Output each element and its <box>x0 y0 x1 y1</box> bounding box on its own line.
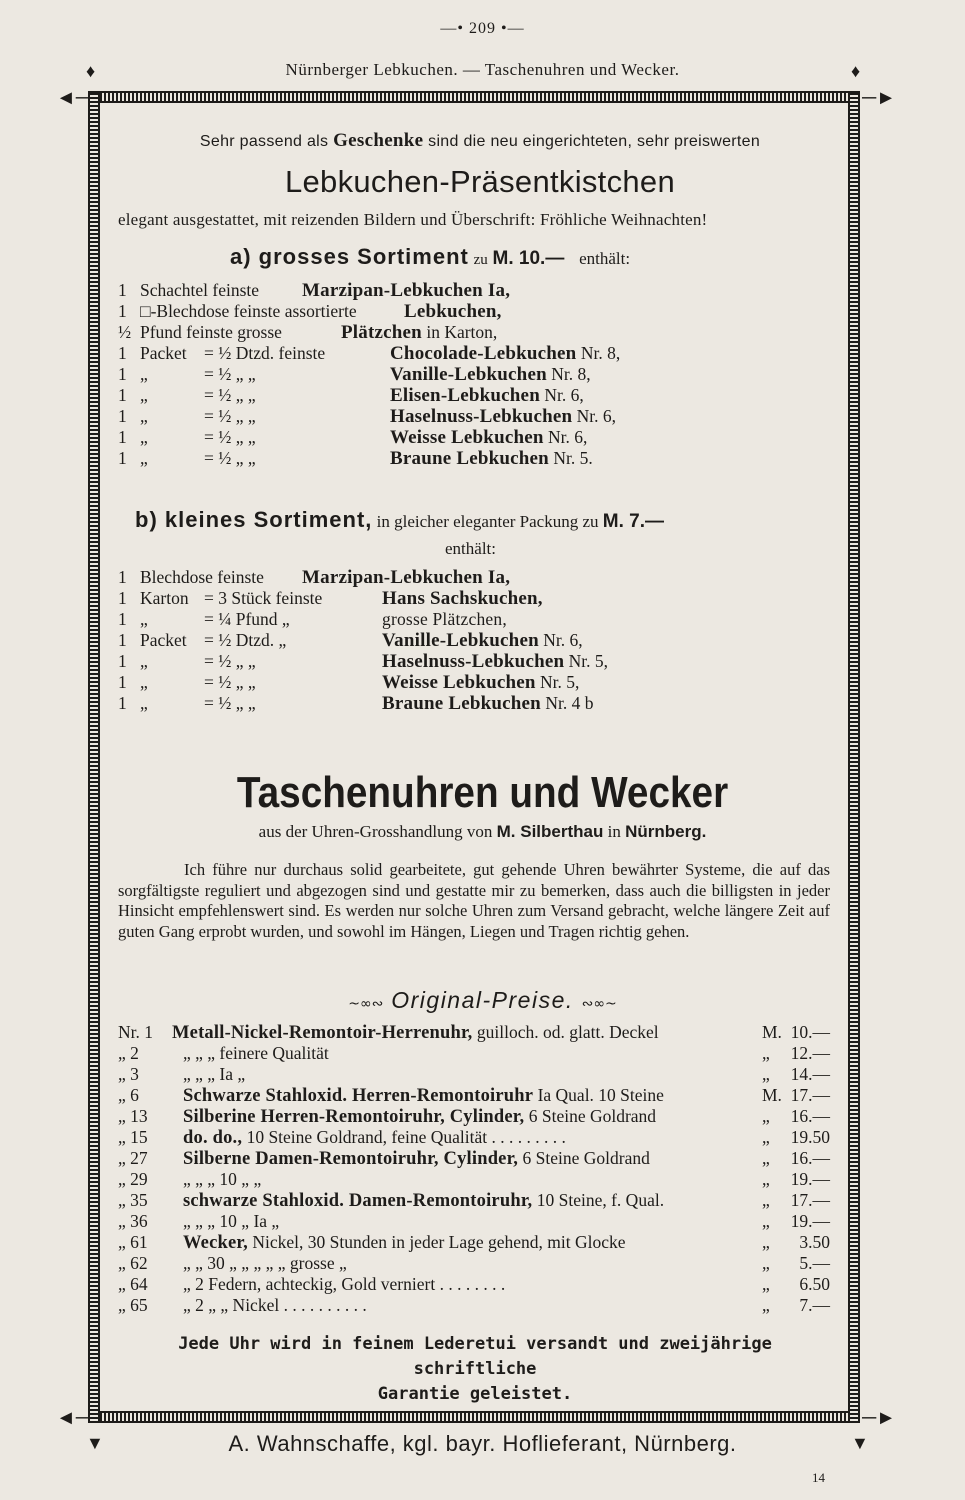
item-name-text: Braune Lebkuchen <box>382 693 541 714</box>
item-measure: = ½ Dtzd. „ <box>204 630 287 650</box>
item-name <box>390 448 593 470</box>
sortiment-a-item <box>118 301 818 322</box>
item-measure: = ½ „ „ <box>204 427 256 447</box>
sortiment-b-item <box>118 588 818 609</box>
item-name <box>390 343 620 365</box>
item-quantity: 1 <box>118 364 127 384</box>
article-details: „ „ „ feinere Qualität <box>183 1043 329 1063</box>
article-price: 16.— <box>790 1148 830 1168</box>
item-quantity: 1 <box>118 672 127 692</box>
item-name <box>302 280 510 302</box>
article-details: „ 2 „ „ Nickel . . . . . . . . . . <box>183 1295 367 1315</box>
item-unit: Packet <box>140 343 187 363</box>
article-name: Silberine Herren-Remontoiruhr, Cylinder, <box>183 1107 525 1127</box>
price-row <box>118 1064 830 1085</box>
item-name-text: Haselnuss-Lebkuchen <box>390 406 573 427</box>
sortiment-a-item <box>118 406 818 427</box>
flourish-left-ornament: ~∞∾ <box>348 996 384 1012</box>
article-number: „ 65 <box>118 1295 148 1315</box>
article-details: „ „ „ Ia „ <box>183 1064 246 1084</box>
item-name-text: Marzipan-Lebkuchen Ia, <box>302 280 511 301</box>
article-number: „ 61 <box>118 1232 148 1252</box>
arrow-right-ornament-bottom: ─► <box>862 1407 896 1429</box>
price-row <box>118 1253 830 1274</box>
article-description <box>183 1148 650 1170</box>
price-row <box>118 1043 830 1064</box>
sortiment-a-item <box>118 385 818 406</box>
item-measure: = ½ „ „ <box>204 406 256 426</box>
item-number: Nr. 6, <box>543 427 588 447</box>
currency-mark: „ <box>762 1106 770 1126</box>
frame-top-border <box>88 91 860 103</box>
article-number: „ 27 <box>118 1148 148 1168</box>
sortiment-b-item <box>118 672 818 693</box>
pin-ornament-top-right: ♦ <box>851 61 861 81</box>
item-quantity: 1 <box>118 651 127 671</box>
item-name <box>390 406 616 428</box>
item-number: in Karton, <box>421 322 498 342</box>
item-quantity: 1 <box>118 693 127 713</box>
item-quantity: 1 <box>118 280 127 300</box>
item-name-text: Weisse Lebkuchen <box>382 672 536 693</box>
offer-intro: Sehr passend als Geschenke sind die neu eingerichteten, sehr preiswerten <box>199 130 761 151</box>
article-description <box>183 1232 626 1254</box>
article-name: Wecker, <box>183 1233 248 1253</box>
article-price: 17.— <box>790 1085 830 1105</box>
offer-title: Lebkuchen-Präsentkistchen <box>284 164 676 199</box>
item-measure: = ½ „ „ <box>204 448 256 468</box>
article-price: 6.50 <box>799 1274 830 1294</box>
sortiment-a-item <box>118 364 818 385</box>
offer-description: elegant ausgestattet, mit reizenden Bildern und Überschrift: Fröhliche Weihnachten! <box>118 210 708 229</box>
sortiment-b-item <box>118 630 818 651</box>
article-description <box>183 1127 566 1149</box>
item-number: Nr. 5, <box>564 651 608 671</box>
article-number: „ 62 <box>118 1253 148 1273</box>
article-price: 19.— <box>790 1211 830 1231</box>
flourish-right-ornament: ∾∞~ <box>581 996 617 1012</box>
article-details: 6 Steine Goldrand <box>518 1148 650 1168</box>
currency-mark: „ <box>762 1190 770 1210</box>
article-price: 16.— <box>790 1106 830 1126</box>
item-name-text: Vanille-Lebkuchen <box>390 364 547 385</box>
price-row <box>118 1022 830 1043</box>
sortiment-a-item <box>118 280 818 301</box>
currency-mark: „ <box>762 1253 770 1273</box>
article-details: Ia Qual. 10 Steine <box>533 1085 664 1105</box>
article-details: 6 Steine Goldrand <box>524 1106 657 1126</box>
item-measure: = ½ „ „ <box>204 385 256 405</box>
item-measure: = ½ „ „ <box>204 693 256 713</box>
price-row <box>118 1211 830 1232</box>
price-row <box>118 1190 830 1211</box>
item-name <box>390 427 587 449</box>
currency-mark: „ <box>762 1274 770 1294</box>
arrow-left-ornament-bottom: ◄─ <box>56 1407 90 1429</box>
item-number: Nr. 8, <box>546 364 591 384</box>
article-number: „ 2 <box>118 1043 139 1063</box>
item-measure: = 3 Stück feinste <box>204 588 323 608</box>
article-price: 5.— <box>799 1253 830 1273</box>
article-price: 12.— <box>790 1043 830 1063</box>
article-description <box>183 1106 656 1128</box>
closing-note: Jede Uhr wird in feinem Lederetui versandt und zweijährige schriftliche Garantie geleistet. <box>178 1334 772 1404</box>
item-name <box>382 588 543 610</box>
pin-ornament-bottom-right: ▼ <box>851 1433 869 1453</box>
item-name-text: Hans Sachskuchen, <box>382 588 543 609</box>
item-unit: „ <box>140 448 148 468</box>
article-number: „ 3 <box>118 1064 139 1084</box>
item-unit: „ <box>140 427 148 447</box>
currency-mark: „ <box>762 1064 770 1084</box>
item-quantity: ½ <box>118 322 132 342</box>
article-description <box>183 1295 367 1317</box>
article-name: Schwarze Stahloxid. Herren-Remontoiruhr <box>183 1086 534 1106</box>
watches-subtitle: aus der Uhren-Grosshandlung von M. Silberthau in Nürnberg. <box>258 822 707 841</box>
article-number: „ 13 <box>118 1106 148 1126</box>
article-details: „ „ „ 10 „ „ <box>183 1169 262 1189</box>
article-name: Silberne Damen-Remontoiruhr, Cylinder, <box>183 1149 519 1169</box>
price-row <box>118 1127 830 1148</box>
price-row <box>118 1148 830 1169</box>
item-quantity: 1 <box>118 448 127 468</box>
page-number: —• 209 •— <box>440 20 525 37</box>
item-measure: = ½ „ „ <box>204 672 256 692</box>
frame-left-border <box>88 93 100 1423</box>
item-measure: = ½ „ „ <box>204 651 256 671</box>
article-number: Nr. 1 <box>118 1022 153 1042</box>
sortiment-b-heading: b) kleines Sortiment, in gleicher eleganter Packung zu M. 7.— <box>135 507 664 532</box>
item-name-text: Elisen-Lebkuchen <box>390 385 540 406</box>
item-name <box>302 567 510 589</box>
item-name <box>382 672 579 694</box>
currency-mark: M. <box>762 1085 782 1105</box>
item-name-text: Lebkuchen, <box>404 301 502 322</box>
article-price: 19.— <box>790 1169 830 1189</box>
article-price: 3.50 <box>799 1232 830 1252</box>
watches-paragraph: Ich führe nur durchaus solid gearbeitete, gut gehende Uhren bewährter Systeme, die auf das sorgfältigste reguliert und abgezogen sind und gestatte mir zu bemerken, dass auch die billigsten in jeder Hinsicht empfehlenswert sind. Es werden nur solche Uhren zum Versand gebracht, welche längere Zeit auf guten Gang erprobt wurden, und sowohl im Hängen, Liegen und Tragen richtig gehen. <box>118 860 830 941</box>
article-details: „ „ „ 10 „ Ia „ <box>183 1211 280 1231</box>
article-description <box>183 1253 347 1275</box>
article-number: „ 6 <box>118 1085 139 1105</box>
article-number: „ 35 <box>118 1190 148 1210</box>
item-quantity: 1 <box>118 385 127 405</box>
item-measure: = ½ „ „ <box>204 364 256 384</box>
item-number: Nr. 5, <box>535 672 580 692</box>
item-number: Nr. 8, <box>576 343 621 363</box>
article-details: guilloch. od. glatt. Deckel <box>472 1022 659 1042</box>
pin-ornament-bottom-left: ▼ <box>86 1433 104 1453</box>
currency-mark: „ <box>762 1295 770 1315</box>
item-quantity: 1 <box>118 567 127 587</box>
item-unit: Packet <box>140 630 187 650</box>
article-description <box>183 1211 279 1233</box>
pin-ornament-top-left: ♦ <box>86 61 96 81</box>
currency-mark: „ <box>762 1211 770 1231</box>
frame-bottom-border <box>88 1411 860 1423</box>
item-quantity: 1 <box>118 406 127 426</box>
currency-mark: „ <box>762 1127 770 1147</box>
article-details: 10 Steine, f. Qual. <box>532 1190 665 1210</box>
item-name <box>404 301 502 323</box>
item-measure: = ¼ Pfund „ <box>204 609 290 629</box>
item-number: Nr. 6, <box>539 385 584 405</box>
item-number: Nr. 6, <box>572 406 616 426</box>
currency-mark: „ <box>762 1148 770 1168</box>
item-name-text: Marzipan-Lebkuchen Ia, <box>302 567 511 588</box>
original-prices-heading: ~∞∾ Original-Preise. ∾∞~ <box>348 987 617 1013</box>
item-quantity: 1 <box>118 588 127 608</box>
currency-mark: M. <box>762 1022 782 1042</box>
item-name <box>341 322 497 344</box>
article-details: „ „ 30 „ „ „ „ „ grosse „ <box>183 1253 347 1273</box>
item-name-text: Chocolade-Lebkuchen <box>390 343 577 364</box>
article-number: „ 36 <box>118 1211 148 1231</box>
item-unit: □-Blechdose feinste assortierte <box>140 301 357 321</box>
item-name <box>390 385 584 407</box>
frame-right-border <box>848 93 860 1423</box>
price-row <box>118 1232 830 1253</box>
item-unit: Blechdose feinste <box>140 567 264 587</box>
price-row <box>118 1085 830 1106</box>
sortiment-b-item <box>118 693 818 714</box>
article-details: Nickel, 30 Stunden in jeder Lage gehend, mit Glocke <box>247 1232 626 1252</box>
article-price: 19.50 <box>790 1127 830 1147</box>
sortiment-b-item <box>118 567 818 588</box>
article-description <box>172 1022 659 1044</box>
article-description <box>183 1274 505 1296</box>
running-title: Nürnberger Lebkuchen. — Taschenuhren und Wecker. <box>285 60 680 79</box>
price-row <box>118 1169 830 1190</box>
item-name <box>382 693 593 715</box>
item-name <box>382 609 507 630</box>
price-row <box>118 1106 830 1127</box>
article-number: „ 29 <box>118 1169 148 1189</box>
sortiment-a-heading: a) grosses Sortiment zu M. 10.— enthält: <box>230 244 631 269</box>
arrow-right-ornament-top: ─► <box>862 87 896 109</box>
item-quantity: 1 <box>118 301 127 321</box>
currency-mark: „ <box>762 1043 770 1063</box>
sortiment-a-item <box>118 427 818 448</box>
article-name: schwarze Stahloxid. Damen-Remontoiruhr, <box>183 1191 533 1211</box>
publisher-footer: A. Wahnschaffe, kgl. bayr. Hoflieferant, Nürnberg. <box>228 1431 737 1456</box>
price-row <box>118 1274 830 1295</box>
currency-mark: „ <box>762 1232 770 1252</box>
item-quantity: 1 <box>118 609 127 629</box>
article-description <box>183 1043 329 1065</box>
article-number: „ 64 <box>118 1274 148 1294</box>
item-number: Nr. 4 b <box>540 693 594 713</box>
article-price: 7.— <box>799 1295 830 1315</box>
article-description <box>183 1190 664 1212</box>
item-unit: „ <box>140 651 148 671</box>
item-name-text: Plätzchen <box>341 322 422 343</box>
item-name-text: Vanille-Lebkuchen <box>382 630 539 651</box>
price-row <box>118 1295 830 1316</box>
item-unit: Pfund feinste grosse <box>140 322 282 342</box>
article-details: 10 Steine Goldrand, feine Qualität . . . . . . . . . <box>242 1127 566 1147</box>
article-price: 14.— <box>790 1064 830 1084</box>
article-price: 10.— <box>790 1022 830 1042</box>
sortiment-a-item <box>118 322 818 343</box>
item-unit: „ <box>140 385 148 405</box>
article-description <box>183 1169 261 1191</box>
item-unit: „ <box>140 406 148 426</box>
item-name <box>382 630 583 652</box>
article-price: 17.— <box>790 1190 830 1210</box>
item-unit: Schachtel feinste <box>140 280 260 300</box>
sortiment-a-item <box>118 448 818 469</box>
item-unit: „ <box>140 609 148 629</box>
sheet-number: 14 <box>812 1470 825 1485</box>
item-name <box>382 651 608 673</box>
item-name-text: grosse Plätzchen, <box>382 609 507 629</box>
currency-mark: „ <box>762 1169 770 1189</box>
item-quantity: 1 <box>118 343 127 363</box>
sortiment-b-contains: enthält: <box>445 539 496 558</box>
item-unit: Karton <box>140 588 189 608</box>
item-unit: „ <box>140 693 148 713</box>
item-name-text: Weisse Lebkuchen <box>390 427 544 448</box>
article-name: do. do., <box>183 1128 243 1148</box>
item-quantity: 1 <box>118 630 127 650</box>
arrow-left-ornament-top: ◄─ <box>56 87 90 109</box>
item-number: Nr. 5. <box>548 448 593 468</box>
sortiment-b-item <box>118 609 818 630</box>
item-name <box>390 364 591 386</box>
item-measure: = ½ Dtzd. feinste <box>204 343 326 363</box>
article-details: „ 2 Federn, achteckig, Gold verniert . . . . . . . . <box>183 1274 506 1294</box>
sortiment-b-item <box>118 651 818 672</box>
item-unit: „ <box>140 364 148 384</box>
item-number: Nr. 6, <box>538 630 583 650</box>
article-name: Metall-Nickel-Remontoir-Herrenuhr, <box>172 1023 473 1043</box>
sortiment-a-item <box>118 343 818 364</box>
watches-title: Taschenuhren und Wecker <box>236 768 729 817</box>
article-description <box>183 1064 245 1086</box>
item-unit: „ <box>140 672 148 692</box>
article-description <box>183 1085 664 1107</box>
item-quantity: 1 <box>118 427 127 447</box>
article-number: „ 15 <box>118 1127 148 1147</box>
item-name-text: Haselnuss-Lebkuchen <box>382 651 565 672</box>
item-name-text: Braune Lebkuchen <box>390 448 549 469</box>
